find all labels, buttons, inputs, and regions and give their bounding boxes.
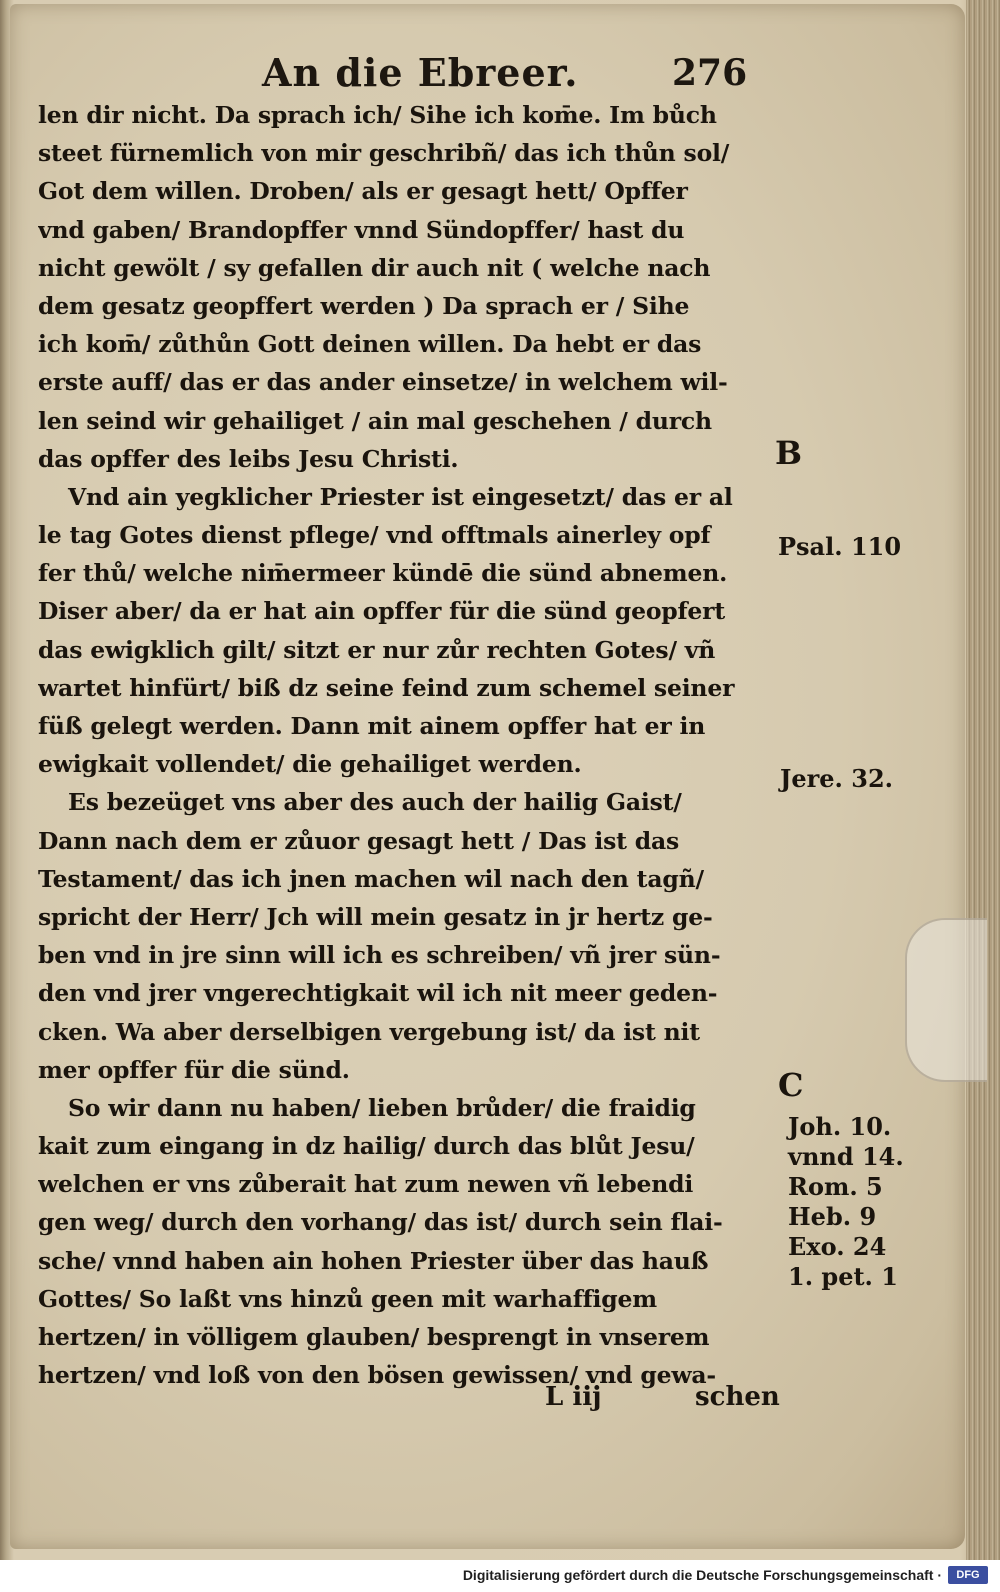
margin-ref-jere: Jere. 32. xyxy=(780,764,894,793)
page-header xyxy=(10,50,965,96)
book-page xyxy=(10,4,965,1549)
text-line: len seind wir gehailiget / ain mal geschehen / durch xyxy=(38,406,712,435)
margin-ref-psal: Psal. 110 xyxy=(778,532,902,561)
text-line: Dann nach dem er zůuor gesagt hett / Das ist das xyxy=(38,826,680,855)
text-line: ben vnd in jre sinn will ich es schreiben/ vñ jrer sün- xyxy=(38,941,721,970)
text-line: gen weg/ durch den vorhang/ das ist/ durch sein flai- xyxy=(38,1208,723,1237)
text-line: kait zum eingang in dz hailig/ durch das blůt Jesu/ xyxy=(38,1132,695,1161)
text-line: Testament/ das ich jnen machen wil nach den tagñ/ xyxy=(38,864,704,893)
text-line: mer opffer für die sünd. xyxy=(38,1055,350,1084)
text-line: dem gesatz geopffert werden ) Da sprach er / Sihe xyxy=(38,291,690,320)
text-line: ich kom̄/ zůthůn Gott deinen willen. Da hebt er das xyxy=(38,330,702,359)
text-line: Diser aber/ da er hat ain opffer für die sünd geopfert xyxy=(38,597,726,626)
text-line: le tag Gotes dienst pflege/ vnd offtmals ainerley opf xyxy=(38,521,711,550)
text-line: das opffer des leibs Jesu Christi. xyxy=(38,444,459,473)
signature-mark: L iij xyxy=(545,1382,602,1412)
text-line: So wir dann nu haben/ lieben brůder/ die fraidig xyxy=(68,1093,696,1122)
text-line: vnd gaben/ Brandopffer vnnd Sündopffer/ hast du xyxy=(38,215,685,244)
text-line: fer thů/ welche nim̄ermeer kündē die sünd abnemen. xyxy=(38,559,728,588)
text-line: steet fürnemlich von mir geschribñ/ das ich thůn sol/ xyxy=(38,139,730,168)
text-line: Vnd ain yegklicher Priester ist eingesetzt/ das er al xyxy=(68,482,733,511)
text-line: hertzen/ in völligem glauben/ besprengt in vnserem xyxy=(38,1323,710,1351)
text-line: welchen er vns zůberait hat zum newen vñ lebendi xyxy=(38,1170,694,1199)
text-line: Es bezeüget vns aber des auch der hailig Gaist/ xyxy=(68,788,682,817)
running-title: An die Ebreer. xyxy=(262,50,579,95)
digitization-credit: Digitalisierung gefördert durch die Deutsche Forschungsgemeinschaft · xyxy=(462,1567,942,1583)
margin-ref: Rom. 5 xyxy=(788,1172,883,1201)
text-line: len dir nicht. Da sprach ich/ Sihe ich kom̄e. Im bůch xyxy=(38,101,717,129)
text-line: füß gelegt werden. Dann mit ainem opffer hat er in xyxy=(38,712,706,740)
text-line: sche/ vnnd haben ain hohen Priester über das hauß xyxy=(38,1246,709,1275)
dfg-logo: DFG xyxy=(948,1566,988,1584)
text-line: wartet hinfürt/ biß dz seine feind zum schemel seiner xyxy=(38,673,735,702)
digitization-footer xyxy=(0,1560,1000,1592)
text-line: Got dem willen. Droben/ als er gesagt hett/ Opffer xyxy=(38,177,688,206)
margin-letter-c: C xyxy=(778,1066,804,1104)
text-line: nicht gewölt / sy gefallen dir auch nit ( welche nach xyxy=(38,253,711,282)
page-number: 276 xyxy=(672,52,748,94)
text-line: Gottes/ So laßt vns hinzů geen mit warhaffigem xyxy=(38,1284,657,1313)
margin-ref: Heb. 9 xyxy=(788,1202,877,1231)
text-line: erste auff/ das er das ander einsetze/ in welchem wil- xyxy=(38,368,728,397)
margin-ref: Exo. 24 xyxy=(788,1232,887,1261)
text-line: ewigkait vollendet/ die gehailiget werden. xyxy=(38,750,582,779)
text-line: hertzen/ vnd loß von den bösen gewissen/ vnd gewa- xyxy=(38,1361,716,1390)
margin-ref: vnnd 14. xyxy=(788,1142,904,1171)
margin-ref: 1. pet. 1 xyxy=(788,1262,898,1291)
paper-clip-shadow xyxy=(905,918,987,1082)
text-line: spricht der Herr/ Jch will mein gesatz in jr hertz ge- xyxy=(38,902,713,931)
body-text xyxy=(38,96,766,1394)
text-line: den vnd jrer vngerechtigkait wil ich nit meer geden- xyxy=(38,979,718,1008)
margin-ref: Joh. 10. xyxy=(788,1112,892,1141)
margin-references xyxy=(788,1112,904,1292)
text-line: cken. Wa aber derselbigen vergebung ist/ da ist nit xyxy=(38,1017,700,1046)
margin-letter-b: B xyxy=(775,434,803,472)
page-edge xyxy=(966,0,1000,1560)
text-line: das ewigklich gilt/ sitzt er nur zůr rechten Gotes/ vñ xyxy=(38,635,716,664)
catchword: schen xyxy=(695,1382,780,1412)
catchword-line xyxy=(10,1382,965,1422)
